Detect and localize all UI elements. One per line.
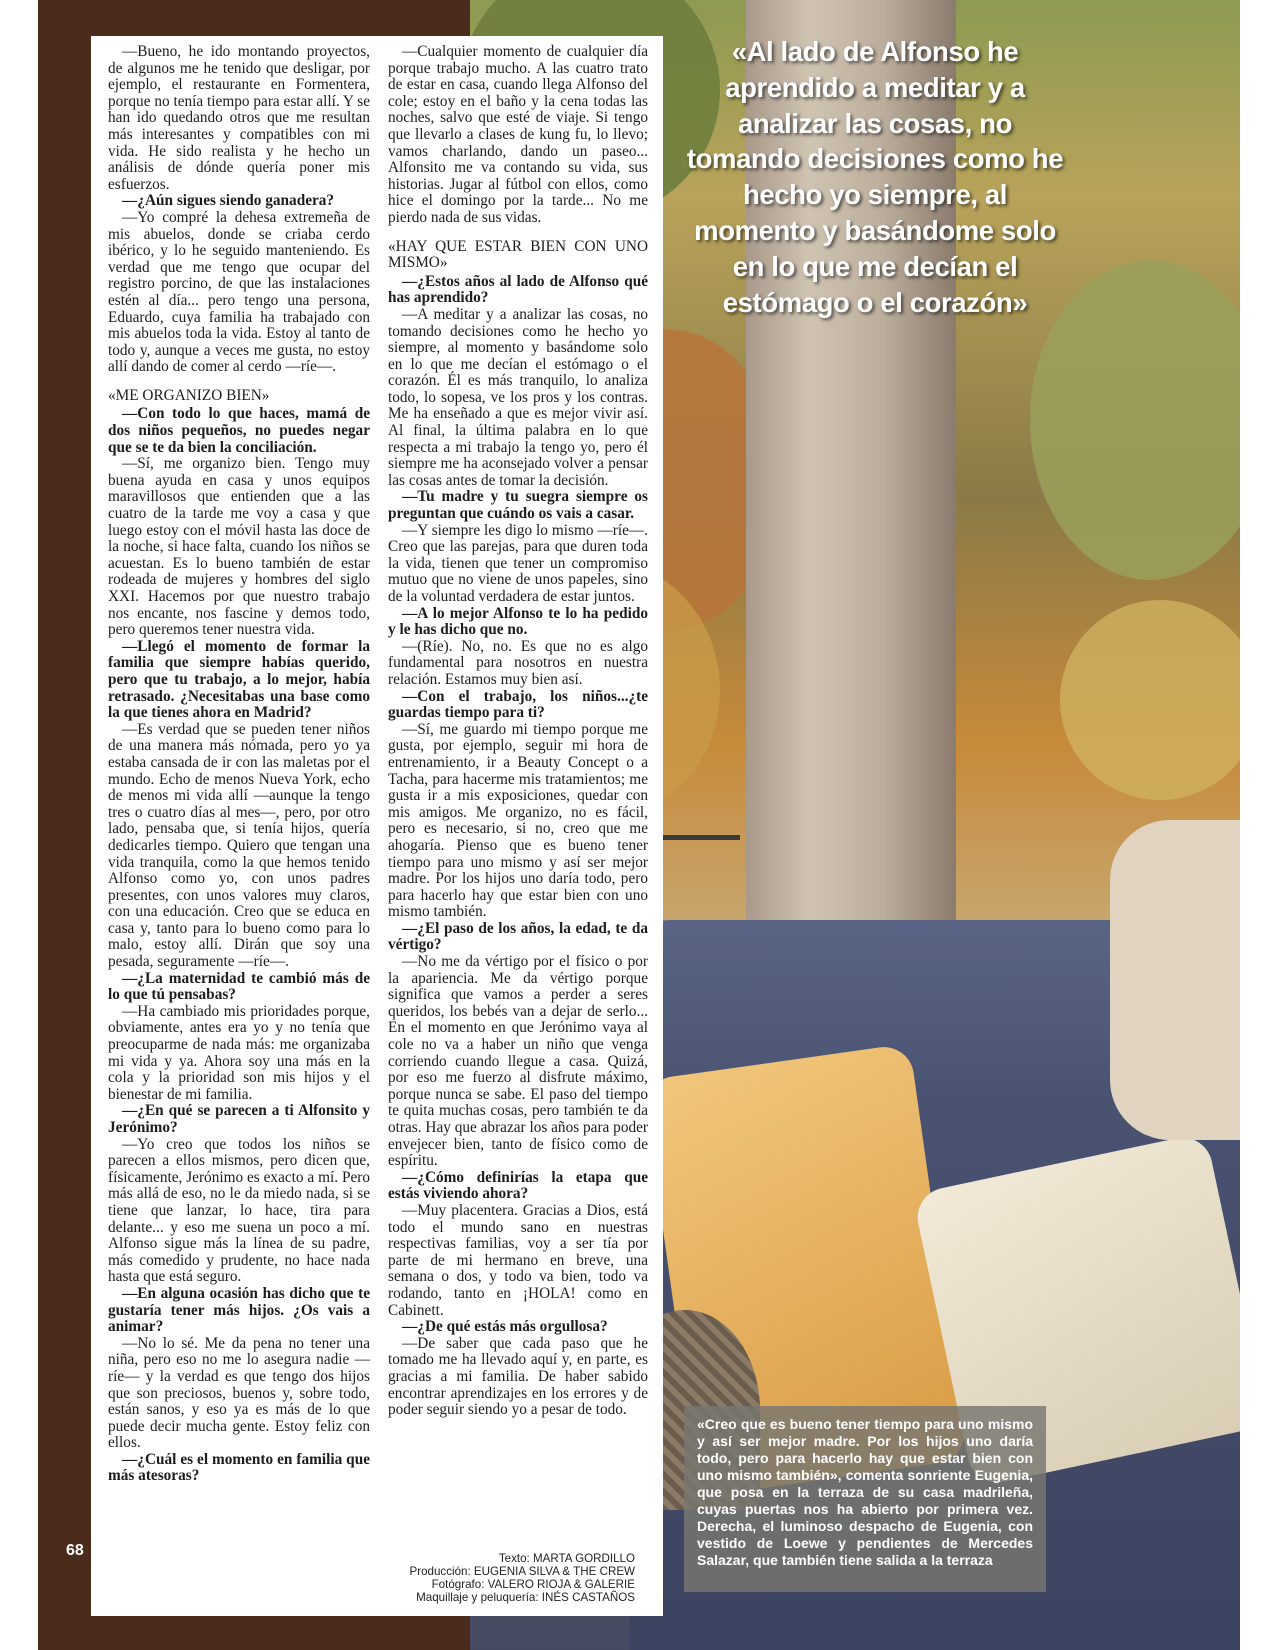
wool-throw [1110, 820, 1240, 1140]
question-paragraph: —¿Cuál es el momento en familia que más atesoras? [108, 1450, 370, 1485]
answer-paragraph: —Sí, me guardo mi tiempo porque me gusta, por ejemplo, seguir mi hora de entrenamiento, ir a Beauty Concept o a Tacha, para hacerme mis tratamientos; me gusta ir a mis exposiciones, quedar con mis amigos. Me organizo, no es fácil, pero es necesario, si no, creo que me ahogaría. Pienso que es bueno tener tiempo para uno mismo y así ser mejor madre. Por los hijos uno daría todo, pero para hacerlo hay que estar bien con uno mismo también. [388, 720, 648, 921]
credit-line: Producción: EUGENIA SILVA & THE CREW [409, 1565, 635, 1579]
question-paragraph: —¿Cómo definirías la etapa que estás viviendo ahora? [388, 1168, 648, 1203]
answer-paragraph: —De saber que cada paso que he tomado me ha llevado aquí y, en parte, es gracias a mi familia. De haber sabido encontrar aprendizajes en los errores y de poder seguir siendo yo a pesar de todo. [388, 1334, 648, 1419]
question-paragraph: —Llegó el momento de formar la familia que siempre habías querido, pero que tu trabajo, a lo mejor, había retrasado. ¿Necesitabas una base como la que tienes ahora en Madrid? [108, 637, 370, 722]
question-paragraph: —¿La maternidad te cambió más de lo que tú pensabas? [108, 969, 370, 1004]
answer-paragraph: —A meditar y a analizar las cosas, no tomando decisiones como he hecho yo siempre, al momento y basándome solo en lo que me decían el estómago o el corazón. Él es más tranquilo, lo analiza todo, lo sopesa, ve los pros y los contras. Me ha enseñado a que es mejor vivir así. Al final, la última palabra en lo que respecta a mi trabajo la tengo yo, pero él siempre me ha aconsejado volver a pensar las cosas antes de tomar la decisión. [388, 305, 648, 489]
answer-paragraph: —Y siempre les digo lo mismo —ríe—. Creo que las parejas, para que duren toda la vida, tienen que tener un compromiso mutuo que no viene de unos papeles, sino de la voluntad verdadera de estar juntos. [388, 521, 648, 605]
page-number: 68 [66, 1542, 84, 1559]
credit-line: Fotógrafo: VALERO RIOJA & GALERIE [431, 1578, 635, 1592]
question-paragraph: —¿Estos años al lado de Alfonso qué has aprendido? [388, 272, 648, 307]
question-paragraph: —¿El paso de los años, la edad, te da vértigo? [388, 919, 648, 954]
question-paragraph: —En alguna ocasión has dicho que te gustaría tener más hijos. ¿Os vais a animar? [108, 1284, 370, 1336]
question-paragraph: —¿Aún sigues siendo ganadera? [122, 192, 335, 210]
answer-paragraph: —Muy placentera. Gracias a Dios, está todo el mundo sano en nuestras respectivas familias, voy a ser tía por parte de mi hermano en breve, una semana o dos, y todo va bien, todo va rodando, tanto en ¡HOLA! como en Cabinett. [388, 1201, 648, 1319]
right-margin [1240, 0, 1275, 1650]
question-paragraph: —¿En qué se parecen a ti Alfonsito y Jerónimo? [108, 1102, 370, 1136]
credit-line: Maquillaje y peluquería: INÉS CASTAÑOS [416, 1591, 635, 1605]
foliage-shape [1060, 600, 1240, 800]
credits-block [300, 1552, 635, 1604]
photo-caption: «Creo que es bueno tener tiempo para uno mismo y así ser mejor madre. Por los hijos uno daría todo, pero para hacerlo hay que estar bien con uno mismo también», comenta sonriente Eugenia, que posa en la terraza de su casa madrileña, cuyas puertas nos ha abierto por primera vez. Derecha, el luminoso despacho de Eugenia, con vestido de Loewe y pendientes de Mercedes Salazar, que también tiene salida a la terraza [697, 1416, 1033, 1568]
article-column-2 [388, 44, 648, 1419]
answer-paragraph: —Yo creo que todos los niños se parecen a ellos mismos, pero dicen que, físicamente, Jerónimo es exacto a mí. Pero más allá de eso, no le da miedo nada, si se tiene que lanzar, lo hace, tira para delante... y eso me suena un poco a mí. Alfonso sigue más la línea de su padre, más comedido y prudente, no hace nada hasta que está seguro. [108, 1135, 370, 1286]
answer-paragraph: —Cualquier momento de cualquier día porque trabajo mucho. A las cuatro trato de estar en casa, cuando llega Alfonso del cole; estoy en el baño y la cena todas las noches, salvo que esté de viaje. Si tengo que llevarlo a clases de kung fu, lo llevo; vamos charlando, dando un paseo... Alfonsito me va contando su vida, sus historias. Jugar al fútbol con ellos, como hice el domingo por la tarde... No me pierdo nada de sus vidas. [388, 43, 648, 226]
credit-line: Texto: MARTA GORDILLO [498, 1552, 635, 1565]
section-heading: «ME ORGANIZO BIEN» [108, 386, 270, 404]
answer-paragraph: —Ha cambiado mis prioridades porque, obviamente, antes era yo y no tenía que preocuparme de nada más: me organizaba mi vida y ya. Ahora soy una más en la cola y la prioridad son mis hijos y el bienestar de mi familia. [108, 1002, 370, 1103]
answer-paragraph: —No me da vértigo por el físico o por la apariencia. Me da vértigo porque significa que vamos a perder a seres queridos, los bebés van a dejar de serlo... En el momento en que Jerónimo vaya al cole no va a haber un niño que venga corriendo cuando llegue a casa. Quizá, por eso me fuerzo al disfrute máximo, porque nunca se sabe. El paso del tiempo te quita muchas cosas, pero también te da otras. Hay que abrazar los años para poder envejecer bien, tanto de físico como de espíritu. [388, 953, 648, 1170]
answer-paragraph: —Es verdad que se pueden tener niños de una manera más nómada, pero yo ya estaba cansada de ir con las maletas por el mundo. Echo de menos Nueva York, echo de menos mi vida allí —aunque la tengo tres o cuatro días al mes—, pero, por otro lado, pensaba que, si tenía hijos, quería dedicarles tiempo. Quiero que tengan una vida tranquila, como la que hemos tenido Alfonso como yo, con unos padres presentes, con unos valores muy claros, con una educación. Creo que se educa en casa y, tanto para lo bueno como para lo malo, estoy allí. Dirán que soy una pesada, seguramente —ríe—. [108, 720, 370, 971]
question-paragraph: —Con todo lo que haces, mamá de dos niños pequeños, no puedes negar que se te da bien la conciliación. [108, 405, 370, 456]
answer-paragraph: —Bueno, he ido montando proyectos, de algunos me he tenido que desligar, por ejemplo, el restaurante en Formentera, porque no tenía tiempo para estar allí. Y se han ido quedando otros que me resultan más interesantes y compatibles con mi vida. He sido realista y he hecho un análisis de dónde quería poner mis esfuerzos. [108, 43, 370, 193]
answer-paragraph: —(Ríe). No, no. Es que no es algo fundamental para nosotros en nuestra relación. Estamos muy bien así. [388, 637, 648, 688]
question-paragraph: —Con el trabajo, los niños...¿te guardas tiempo para ti? [388, 687, 648, 722]
article-column-1 [108, 44, 370, 1485]
answer-paragraph: —Yo compré la dehesa extremeña de mis abuelos, donde se criaba cerdo ibérico, y lo he seguido manteniendo. Es verdad que me tengo que ocupar del registro porcino, de que las instalaciones estén al día... pero tengo una persona, Eduardo, cuya familia ha trabajado con mis abuelos toda la vida. Estoy al tanto de todo y, aunque a veces me gusta, no estoy allí dando de comer al cerdo —ríe—. [108, 208, 370, 376]
answer-paragraph: —Sí, me organizo bien. Tengo muy buena ayuda en casa y unos equipos maravillosos que entienden que a las cuatro de la tarde me voy a casa y que luego estoy con el móvil hasta las doce de la noche, si hace falta, cuando los niños se acuestan. Es lo bueno también de estar rodeada de mujeres y hombres del siglo XXI. Hacemos por que nuestro trabajo nos encante, nos fascine y demos todo, pero queremos tener nuestra vida. [108, 455, 370, 639]
section-heading: «HAY QUE ESTAR BIEN CON UNO MISMO» [388, 237, 648, 272]
question-paragraph: —A lo mejor Alfonso te lo ha pedido y le has dicho que no. [388, 604, 648, 639]
answer-paragraph: —No lo sé. Me da pena no tener una niña, pero eso no me lo asegura nadie —ríe— y la verdad es que tengo dos hijos que son preciosos, buenos y, sobre todo, están sanos, y eso ya es más de lo que puede decir mucha gente. Estoy feliz con ellos. [108, 1334, 370, 1452]
question-paragraph: —Tu madre y tu suegra siempre os preguntan que cuándo os vais a casar. [388, 488, 648, 523]
pull-quote: «Al lado de Alfonso he aprendido a meditar y a analizar las cosas, no tomando decisiones como he hecho yo siempre, al momento y basándome solo en lo que me decían el estómago o el corazón» [686, 36, 1064, 318]
question-paragraph: —¿De qué estás más orgullosa? [402, 1318, 608, 1336]
